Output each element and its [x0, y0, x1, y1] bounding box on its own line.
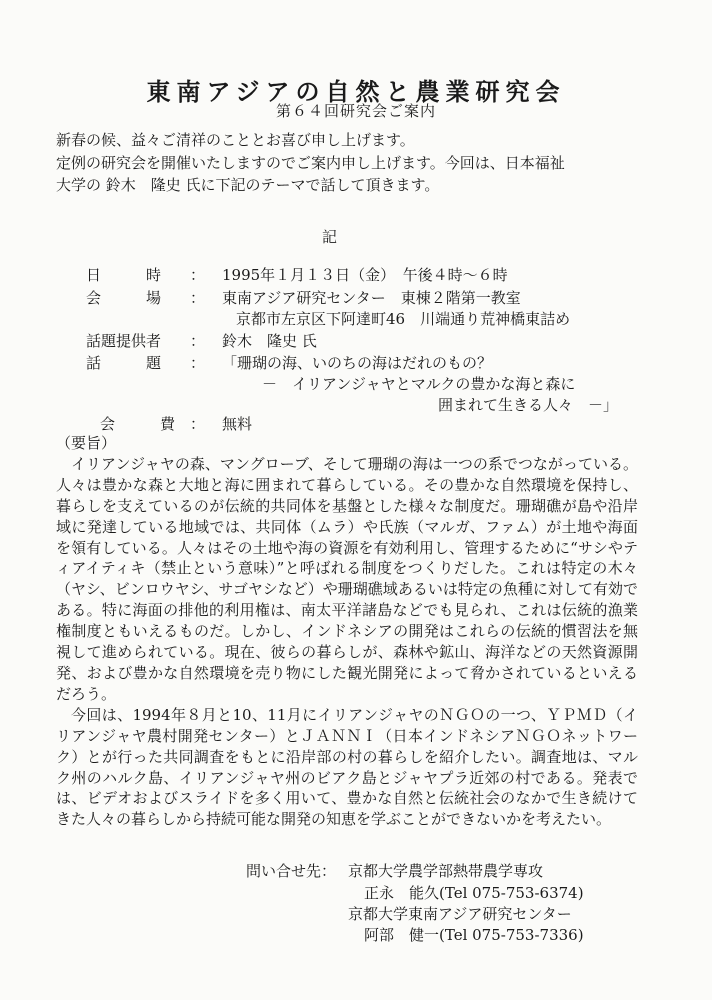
topic-colon: ：: [190, 354, 206, 372]
fee-colon: ：: [190, 415, 206, 433]
date-colon: ：: [190, 266, 206, 284]
contact-label: 問い合せ先：: [246, 862, 337, 880]
contact-person-2: 阿部 健一(Tel 075-753-7336): [364, 926, 584, 944]
venue-value-1: 東南アジア研究センター 東棟２階第一教室: [222, 289, 521, 307]
speaker-label: 話題提供者: [86, 332, 162, 350]
summary-paragraph-2: 今回は、1994年８月と10、11月にイリアンジャヤのＮＧＯの一つ、ＹＰＭＤ（イリアンジャヤ農村開発センター）とＪＡＮＮＩ（日本インドネシアＮＧＯネットワーク）とが行った共同調査をもとに沿岸部の村の暮らしを紹介したい。調査地は、マルク州のハルク島、イリアンジャヤ州のビアク島とジャヤプラ近郊の村である。発表では、ビデオおよびスライドを多く用いて、豊かな自然と伝統社会のなかで生き続けてきた人々の暮らしから持続可能な開発の知恵を学ぶことができないかを考えたい。: [56, 705, 638, 829]
venue-value-2: 京都市左京区下阿達町46 川端通り荒神橋東詰め: [236, 310, 571, 328]
greeting-line-3: 大学の 鈴木 隆史 氏に下記のテーマで話して頂きます。: [56, 176, 440, 194]
contact-org-2: 京都大学東南アジア研究センター: [348, 905, 572, 923]
summary-heading: （要旨）: [56, 434, 117, 452]
fee-value: 無料: [222, 415, 253, 433]
speaker-colon: ：: [190, 332, 206, 350]
date-label: 日 時: [86, 266, 162, 284]
document-title: 東南アジアの自然と農業研究会: [146, 77, 566, 106]
topic-value-3: 囲まれて生きる人々 －」: [438, 396, 619, 414]
summary-paragraph-1: イリアンジャヤの森、マングローブ、そして珊瑚の海は一つの系でつながっている。人々は豊かな森と大地と海に囲まれて暮らしている。その豊かな自然環境を保持し、暮らしを支えているのが伝統的共同体を基盤とした様々な制度だ。珊瑚礁が島や沿岸域に発達している地域では、共同体（ムラ）や氏族（マルガ、ファム）が土地や海面を領有している。人々はその土地や海の資源を有効利用し、管理するために“サシやティアイティキ（禁止という意味）”と呼ばれる制度をつくりだした。これは特定の木々（ヤシ、ビンロウヤシ、サゴヤシなど）や珊瑚礁域あるいは特定の魚種に対して有効である。特に海面の排他的利用権は、南太平洋諸島などでも見られ、これは伝統的漁業権制度ともいえるものだ。しかし、インドネシアの開発はこれらの伝統的慣習法を無視して進められている。現在、彼らの暮らしが、森林や鉱山、海洋などの天然資源開発、および豊かな自然環境を売り物にした観光開発によって脅かされているといえるだろう。: [56, 454, 638, 703]
ki-marker: 記: [322, 228, 338, 246]
topic-value-1: 「珊瑚の海、いのちの海はだれのもの？: [222, 354, 493, 372]
venue-colon: ：: [190, 289, 206, 307]
contact-org-1: 京都大学農学部熱帯農学専攻: [348, 862, 544, 880]
topic-label: 話 題: [86, 354, 162, 372]
venue-label: 会 場: [86, 289, 162, 307]
fee-label: 会 費: [100, 415, 176, 433]
summary-section: [56, 433, 638, 830]
greeting-line-2: 定例の研究会を開催いたしますのでご案内申し上げます。今回は、日本福祉: [56, 154, 565, 172]
contact-person-1: 正永 能久(Tel 075-753-6374): [364, 884, 584, 902]
document-subtitle: 第６４回研究会ご案内: [275, 102, 436, 120]
speaker-value: 鈴木 隆史 氏: [222, 332, 317, 350]
greeting-line-1: 新春の候、益々ご清祥のこととお喜び申し上げます。: [56, 131, 415, 149]
topic-value-2: － イリアンジャヤとマルクの豊かな海と森に: [262, 375, 576, 393]
date-value: 1995年１月１３日（金） 午後４時～６時: [222, 266, 508, 284]
